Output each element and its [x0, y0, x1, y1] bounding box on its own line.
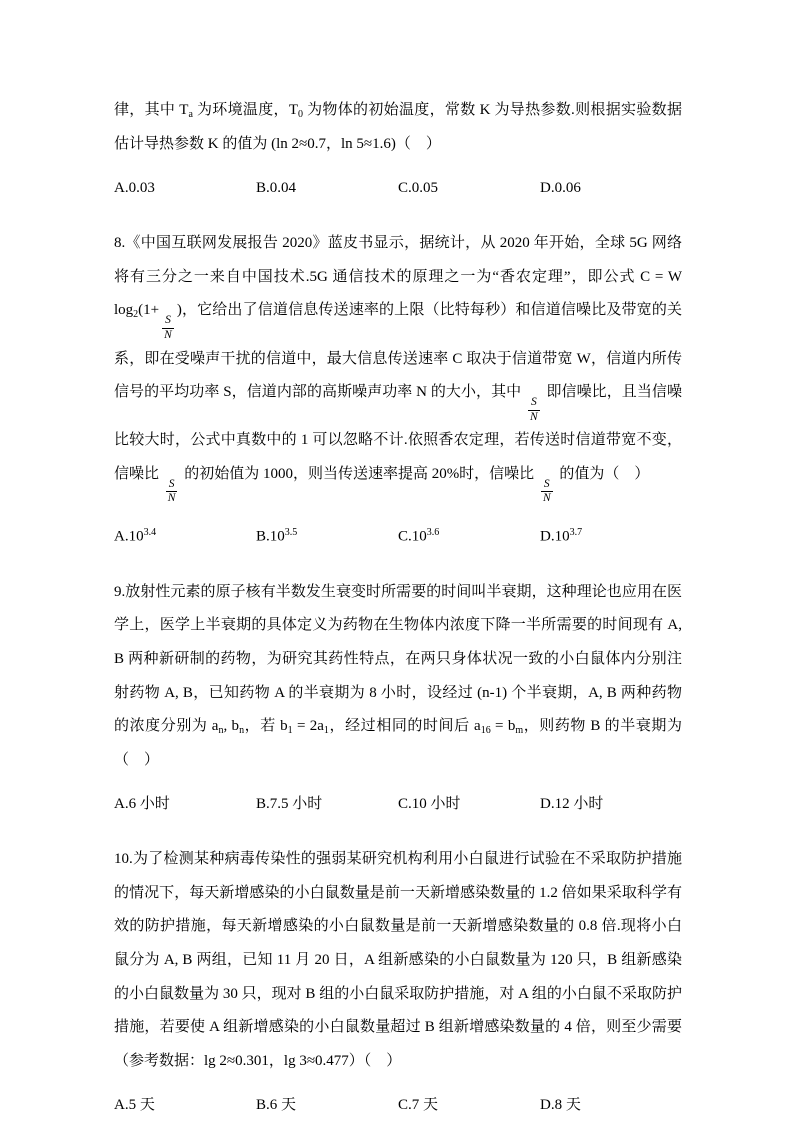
option-c: C.0.05 [398, 180, 439, 197]
option-c: $C.10^{3.6}$ [398, 527, 440, 545]
options-row [114, 1088, 682, 1122]
option-b: B.6 天 [256, 1097, 297, 1114]
option-a: A.6 小时 [114, 796, 170, 813]
subscript: 1 [323, 725, 329, 737]
question-10 [114, 843, 682, 1122]
question-text: 9.放射性元素的原子核有半数发生衰变时所需要的时间叫半衰期，这种理论也应用在医学上，医学上半衰期的具体定义为药物在生物体内浓度下降一半所需要的时间现有 A, B 两种新研制的药物，为研究其药性特点，在两只身体状况一致的小白鼠体内分别注射药物 A, B，已知药物 A 的半衰期为 8 小时，设经过 (n-1) 个半衰期，A, B 两种药物的浓度分别为 $a_n$, $b_n$，若 $b_1 = 2a_1$，经过相同的时间后 $a_{16} = b_m$，则药物 B 的半衰期为（ ） [114, 583, 682, 768]
question-9 [114, 576, 682, 822]
option-a: $A.10^{3.4}$ [114, 527, 157, 545]
options-row [114, 171, 682, 205]
subscript: 1 [287, 725, 293, 737]
question-text: 10.为了检测某种病毒传染性的强弱某研究机构利用小白鼠进行试验在不采取防护措施的情况下，每天新增感染的小白鼠数量是前一天新增感染数量的 1.2 倍如果采取科学有效的防护措施，每天新增感染的小白鼠数量是前一天新增感染数量的 0.8 倍.现将小白鼠分为 A, B 两组，已知 11 月 20 日，A 组新感染的小白鼠数量为 120 只，B 组新感染的小白鼠数量为 30 只，现对 B 组的小白鼠采取防护措施，对 A 组的小白鼠不采取防护措施，若要使 A 组新增感染的小白鼠数量超过 B 组新增感染数量的 4 倍，则至少需要（参考数据：lg 2≈0.301，lg 3≈0.477）（ ） [114, 851, 682, 1069]
superscript-exponent: 3.5 [284, 527, 298, 539]
question-text: 律，其中 $T_a$ 为环境温度，$T_0$ 为物体的初始温度，常数 K 为导热参数.则根据实验数据估计导热参数 K 的值为 (ln 2≈0.7，ln 5≈1.6)（ ） [114, 102, 682, 152]
option-b: B.7.5 小时 [256, 796, 323, 813]
fraction-S-over-N: $\frac{S}{N}$ [527, 396, 541, 425]
fraction-S-over-N: $\frac{S}{N}$ [165, 478, 179, 507]
subscript: 2 [133, 309, 139, 321]
superscript-exponent: 3.4 [143, 527, 157, 539]
superscript-exponent: 3.7 [569, 527, 583, 539]
option-b: B.0.04 [256, 180, 297, 197]
subscript: 0 [298, 109, 304, 120]
option-c: C.7 天 [398, 1097, 439, 1114]
exam-sheet [114, 94, 682, 1144]
subscript: n [218, 725, 224, 737]
option-b: $B.10^{3.5}$ [256, 527, 298, 545]
option-d: D.8 天 [540, 1097, 581, 1114]
option-c: C.10 小时 [398, 796, 461, 813]
option-d: D.12 小时 [540, 796, 604, 813]
superscript-exponent: 3.6 [426, 527, 440, 539]
subscript: m [515, 725, 524, 737]
question-7-continuation [114, 94, 682, 205]
options-row [114, 787, 682, 821]
options-row [114, 516, 682, 554]
fraction-S-over-N: $\frac{S}{N}$ [540, 478, 554, 507]
question-text: 8.《中国互联网发展报告 2020》蓝皮书显示，据统计，从 2020 年开始，全球 5G 网络将有三分之一来自中国技术.5G 通信技术的原理之一为“香农定理”，即公式 C = W $\log_2(1+$ $\frac{S}{N}$ )，它给出了信道信息传送速率的上限（比特每秒）和信道信噪比及带宽的关系，即在受噪声干扰的信道中，最大信息传送速率 C 取决于信道带宽 W，信道内所传信号的平均功率 S，信道内部的高斯噪声功率 N 的大小，其中 $\frac{S}{N}$ 即信噪比，且当信噪比较大时，公式中真数中的 1 可以忽略不计.依照香农定理，若传送时信道带宽不变，信噪比 $\frac{S}{N}$ 的初始值为 1000，则当传送速率提高 20%时，信噪比 $\frac{S}{N}$ 的值为（ ） [114, 235, 682, 505]
option-a: A.5 天 [114, 1097, 155, 1114]
option-d: $D.10^{3.7}$ [540, 527, 583, 545]
subscript: n [239, 725, 245, 737]
option-a: A.0.03 [114, 180, 155, 197]
question-8 [114, 227, 682, 554]
subscript: 16 [480, 725, 491, 737]
option-d: D.0.06 [540, 180, 581, 197]
subscript: a [188, 109, 193, 120]
fraction-S-over-N: $\frac{S}{N}$ [161, 314, 175, 343]
